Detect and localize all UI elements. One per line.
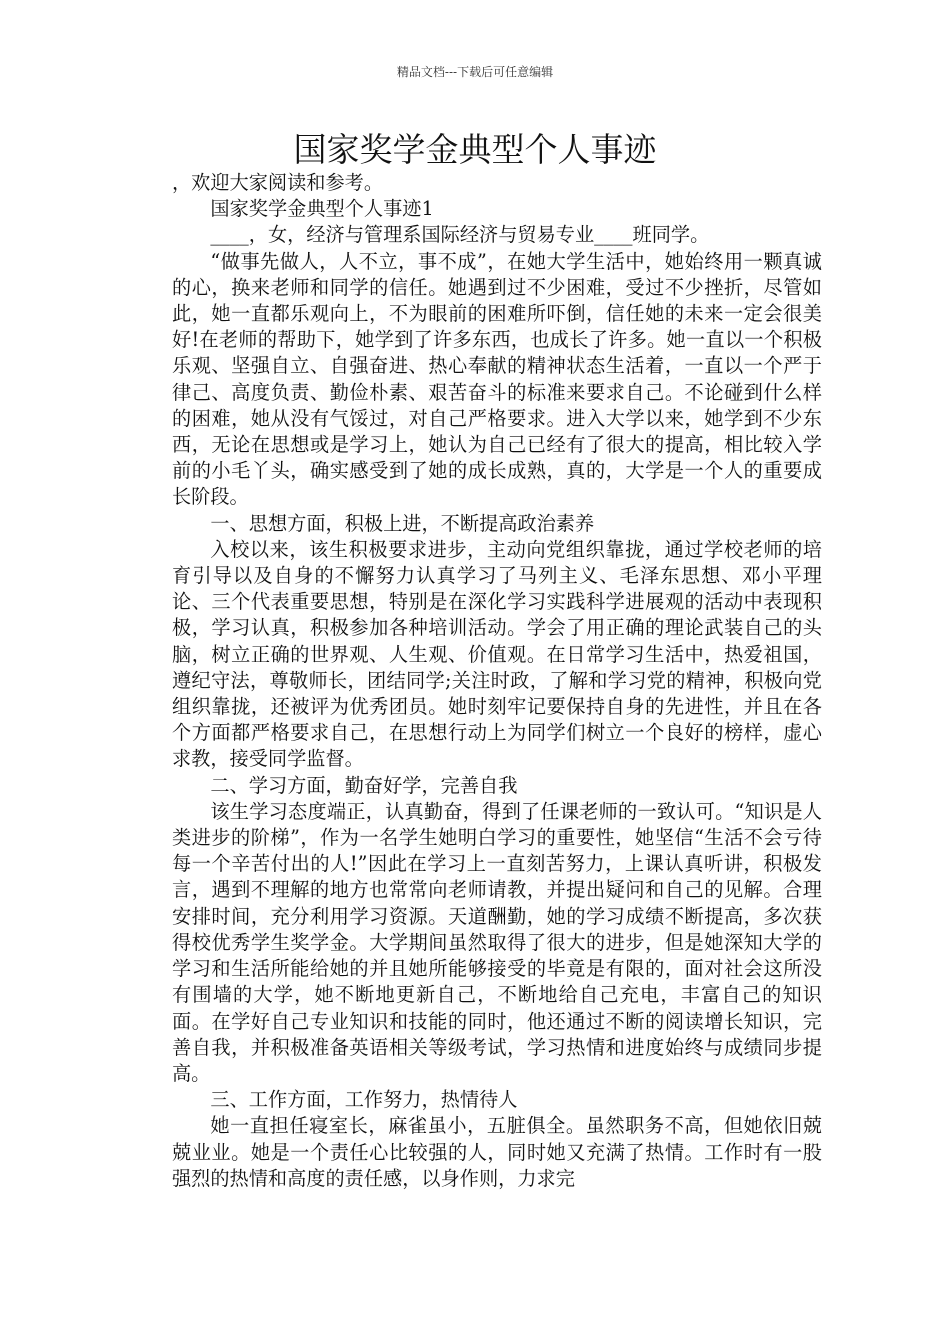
paragraph-subtitle: 国家奖学金典型个人事迹1 xyxy=(210,197,434,221)
paragraph-work: 她一直担任寝室长，麻雀虽小，五脏俱全。虽然职务不高，但她依旧兢兢业业。她是一个责任心比较强的人，同时她又充满了热情。工作时有一股强烈的热情和高度的责任感，以身作则，力求完 xyxy=(172,1114,822,1190)
paragraph-ideology: 入校以来，该生积极要求进步，主动向党组织靠拢，通过学校老师的培育引导以及自身的不懈努力认真学习了马列主义、毛泽东思想、邓小平理论、三个代表重要思想，特别是在深化学习实践科学进展观的活动中表现积极，学习认真，积极参加各种培训活动。学会了用正确的理论武装自己的头脑，树立正确的世界观、人生观、价值观。在日常学习生活中，热爱祖国，遵纪守法，尊敬师长，团结同学;关注时政，了解和学习党的精神，积极向党组织靠拢，还被评为优秀团员。她时刻牢记要保持自身的先进性，并且在各个方面都严格要求自己，在思想行动上为同学们树立一个良好的榜样，虚心求教，接受同学监督。 xyxy=(172,537,822,771)
paragraph-student-info: ____，女，经济与管理系国际经济与贸易专业____班同学。 xyxy=(210,223,710,247)
section-heading-ideology: 一、思想方面，积极上进，不断提高政治素养 xyxy=(210,511,595,535)
paragraph-intro: ，欢迎大家阅读和参考。 xyxy=(172,171,384,194)
document-title: 国家奖学金典型个人事迹 xyxy=(293,130,657,169)
paragraph-overview: “做事先做人，人不立，事不成”，在她大学生活中，她始终用一颗真诚的心，换来老师和同学的信任。她遇到过不少困难，受过不少挫折，尽管如此，她一直都乐观向上，不为眼前的困难所吓倒，信任她的未来一定会很美好!在老师的帮助下，她学到了许多东西，也成长了许多。她一直以一个积极乐观、坚强自立、自强奋进、热心奉献的精神状态生活着，一直以一个严于律己、高度负责、勤俭朴素、艰苦奋斗的标准来要求自己。不论碰到什么样的困难，她从没有气馁过，对自己严格要求。进入大学以来，她学到不少东西，无论在思想或是学习上，她认为自己已经有了很大的提高，相比较入学前的小毛丫头，确实感受到了她的成长成熟，真的，大学是一个人的重要成长阶段。 xyxy=(172,249,822,509)
paragraph-study: 该生学习态度端正，认真勤奋，得到了任课老师的一致认可。“知识是人类进步的阶梯”，作为一名学生她明白学习的重要性，她坚信“生活不会亏待每一个辛苦付出的人!”因此在学习上一直刻苦努力，上课认真听讲，积极发言，遇到不理解的地方也常常向老师请教，并提出疑问和自己的见解。合理安排时间，充分利用学习资源。天道酬勤，她的学习成绩不断提高，多次获得校优秀学生奖学金。大学期间虽然取得了很大的进步，但是她深知大学的学习和生活所能给她的并且她所能够接受的毕竟是有限的，面对社会这所没有围墙的大学，她不断地更新自己，不断地给自己充电，丰富自己的知识面。在学好自己专业知识和技能的同时，他还通过不断的阅读增长知识，完善自我，并积极准备英语相关等级考试，学习热情和进度始终与成绩同步提高。 xyxy=(172,799,822,1085)
header-note: 精品文档---下载后可任意编辑 xyxy=(396,65,554,79)
section-heading-work: 三、工作方面，工作努力，热情待人 xyxy=(210,1088,518,1112)
section-heading-study: 二、学习方面，勤奋好学，完善自我 xyxy=(210,773,518,797)
document-body xyxy=(172,170,822,1192)
